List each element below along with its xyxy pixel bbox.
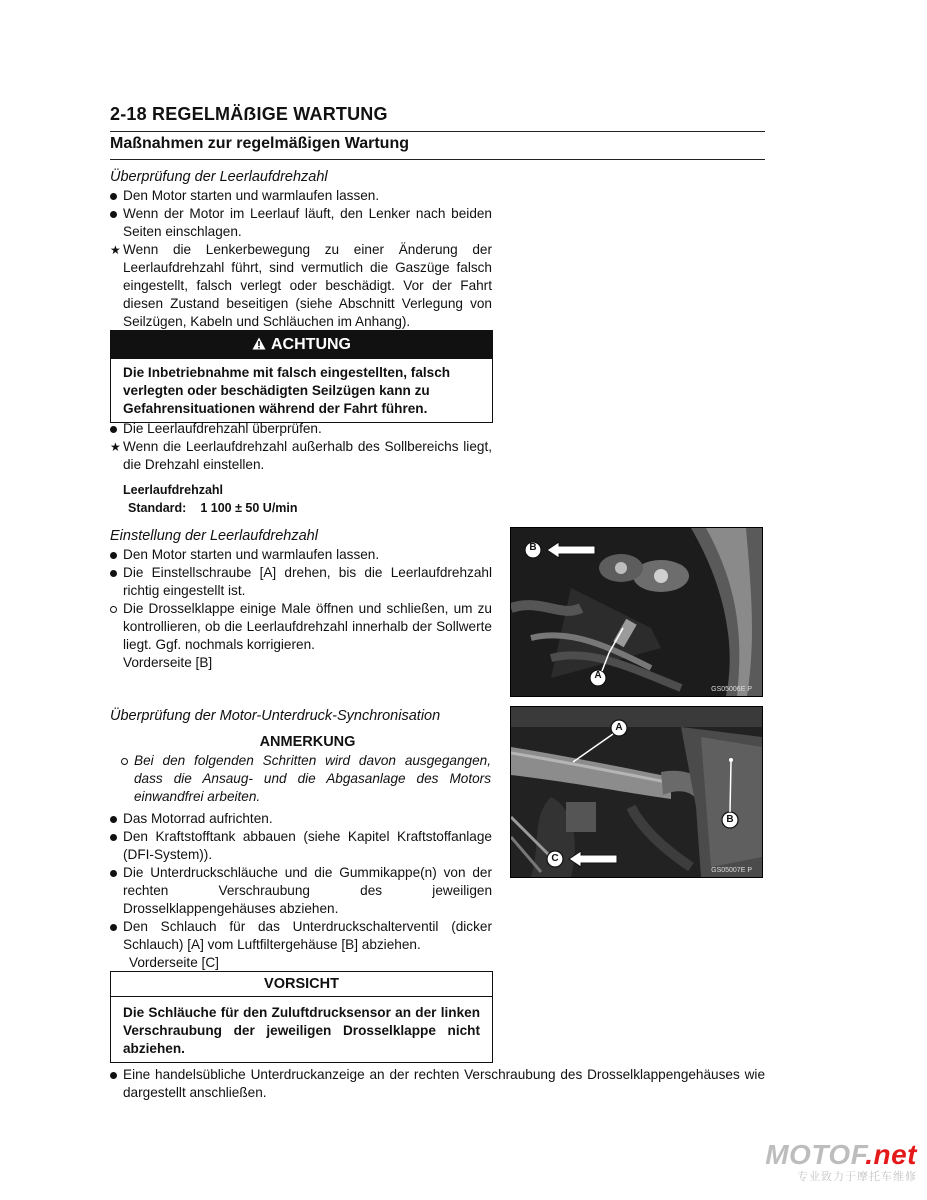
bullet-icon	[110, 552, 117, 559]
list-item: Den Motor starten und warmlaufen lassen.	[110, 546, 492, 564]
idle-check-steps-2	[110, 420, 492, 474]
star-icon: ★	[110, 243, 121, 257]
bullet-icon	[110, 834, 117, 841]
bullet-icon	[110, 816, 117, 823]
list-item: ★ Wenn die Lenkerbewegung zu einer Änderung der Leerlaufdrehzahl führt, sind vermutlich die Gaszüge falsch eingestellt, falsch verlegt oder beschädigt. Vor der Fahrt diesen Zustand beseitigen (siehe Abschnitt Verlegung von Seilzügen, Kabeln und Schläuchen im Anhang).	[110, 242, 492, 329]
photo-label-a: A	[615, 722, 623, 733]
note-box	[121, 752, 491, 806]
photo-label-b: B	[726, 814, 734, 825]
vacuum-sync-steps	[110, 810, 492, 972]
idle-adjust-photo	[510, 527, 763, 697]
watermark-brand: MOTOF.net	[765, 1139, 917, 1170]
photo-label-b: B	[529, 542, 537, 553]
vacuum-sync-photo	[510, 706, 763, 878]
list-item: Die Einstellschraube [A] drehen, bis die Leerlaufdrehzahl richtig eingestellt ist.	[110, 564, 492, 600]
caution-box	[110, 971, 493, 1063]
idle-adjust-steps	[110, 546, 492, 672]
engine-photo-illustration	[511, 707, 762, 877]
caution-text: Die Schläuche für den Zuluftdrucksensor an der linken Verschraubung der jeweiligen Drosselklappe nicht abziehen.	[123, 1005, 480, 1056]
vacuum-sync-final-step	[110, 1066, 765, 1102]
photo-label-c: C	[551, 853, 559, 864]
warning-header: ACHTUNG	[111, 331, 492, 359]
bullet-icon	[110, 211, 117, 218]
circle-icon	[121, 758, 128, 765]
idle-speed-spec-standard: Standard: 1 100 ± 50 U/min	[128, 501, 298, 515]
caption: Vorderseite [C]	[129, 955, 219, 970]
caution-header: VORSICHT	[111, 972, 492, 997]
list-item: Wenn der Motor im Leerlauf läuft, den Lenker nach beiden Seiten einschlagen.	[110, 205, 492, 241]
bullet-icon	[110, 924, 117, 931]
list-item: ★ Wenn die Leerlaufdrehzahl außerhalb des Sollbereichs liegt, die Drehzahl einstellen.	[110, 439, 492, 472]
bullet-icon	[110, 426, 117, 433]
idle-check-heading: Überprüfung der Leerlaufdrehzahl	[110, 169, 328, 185]
photo-code: GS05007E P	[711, 867, 752, 874]
bullet-icon	[110, 1072, 117, 1079]
title-divider	[110, 131, 765, 132]
list-item: Die Drosselklappe einige Male öffnen und schließen, um zu kontrollieren, ob die Leerlaufdrehzahl innerhalb der Sollwerte liegt. Ggf. nochmals korrigieren.	[110, 600, 492, 654]
idle-adjust-heading: Einstellung der Leerlaufdrehzahl	[110, 528, 318, 544]
caption: Vorderseite [B]	[123, 655, 213, 670]
photo-code: GS05006E P	[711, 686, 752, 693]
list-item: Eine handelsübliche Unterdruckanzeige an der rechten Verschraubung des Drosselklappengehäuses wie dargestellt anschließen.	[110, 1066, 765, 1102]
list-item: Die Unterdruckschläuche und die Gummikappe(n) von der rechten Verschraubung des jeweiligen Drosselklappengehäuses abziehen.	[110, 864, 492, 918]
watermark-tagline: 专业致力于摩托车维修	[797, 1171, 917, 1183]
list-item: Den Kraftstofftank abbauen (siehe Kapitel Kraftstoffanlage (DFI-System)).	[110, 828, 492, 864]
vacuum-sync-heading: Überprüfung der Motor-Unterdruck-Synchronisation	[110, 708, 441, 724]
list-item: Die Leerlaufdrehzahl überprüfen.	[110, 420, 492, 438]
warning-box	[110, 330, 493, 423]
list-item: Den Schlauch für das Unterdruckschalterventil (dicker Schlauch) [A] vom Luftfiltergehäuse [B] abziehen.	[110, 918, 492, 954]
idle-check-steps	[110, 187, 492, 331]
idle-speed-spec-label: Leerlaufdrehzahl	[123, 483, 224, 497]
bullet-icon	[110, 193, 117, 200]
engine-photo-illustration	[511, 528, 762, 696]
section-divider	[110, 159, 765, 160]
warning-text: Die Inbetriebnahme mit falsch eingestellten, falsch verlegten oder beschädigten Seilzügen kann zu Gefahrensituationen während der Fahrt führen.	[123, 365, 451, 416]
star-icon: ★	[110, 440, 121, 454]
chapter-title: 2-18 REGELMÄẞIGE WARTUNG	[110, 104, 388, 124]
warning-triangle-icon	[252, 337, 266, 350]
list-item: Den Motor starten und warmlaufen lassen.	[110, 187, 492, 205]
watermark	[765, 1140, 917, 1184]
photo-label-a: A	[594, 670, 602, 681]
bullet-icon	[110, 870, 117, 877]
circle-icon	[110, 606, 117, 613]
note-title: ANMERKUNG	[259, 734, 356, 750]
bullet-icon	[110, 570, 117, 577]
list-item: Das Motorrad aufrichten.	[110, 810, 492, 828]
section-title: Maßnahmen zur regelmäßigen Wartung	[110, 135, 409, 152]
note-text: Bei den folgenden Schritten wird davon ausgegangen, dass die Ansaug- und die Abgasanlage des Motors einwandfrei arbeiten.	[121, 752, 491, 806]
